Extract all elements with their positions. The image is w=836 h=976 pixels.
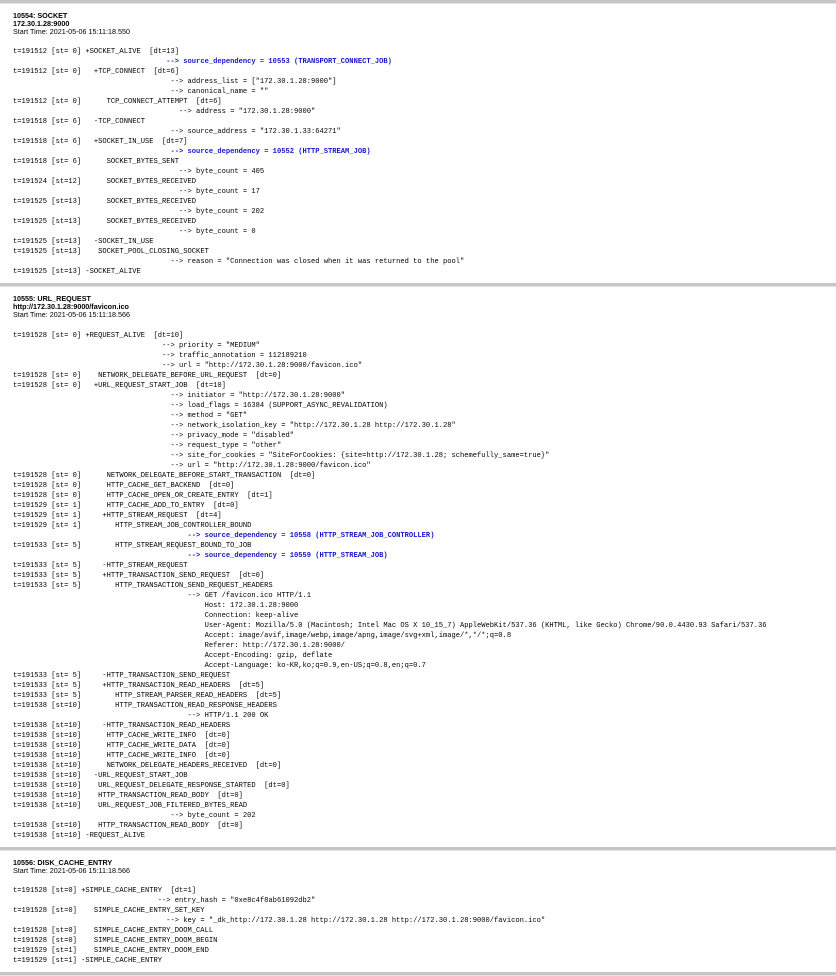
entry-id-type: 10556: DISK_CACHE_ENTRY [13, 857, 113, 867]
log-line [13, 157, 836, 167]
log-line [13, 741, 836, 751]
log-text: --> load_flags = 16384 (SUPPORT_ASYNC_REVALIDATION) [81, 401, 388, 410]
log-line [13, 107, 836, 117]
log-text: -HTTP_TRANSACTION_READ_HEADERS [81, 721, 231, 730]
log-timestamp [13, 351, 81, 361]
log-timestamp: t=191533 [st= 5] [13, 581, 82, 590]
source-dependency-line [13, 551, 836, 561]
source-dependency-link[interactable]: --> source_dependency = 10558 (HTTP_STREAM_JOB_CONTROLLER) [81, 531, 435, 540]
log-text: -SOCKET_ALIVE [81, 268, 141, 277]
log-text: --> url = "http://172.30.1.28:9000/favicon.ico" [81, 461, 371, 470]
log-line [13, 401, 836, 411]
log-line [13, 541, 836, 551]
log-text: HTTP_STREAM_PARSER_READ_HEADERS [dt=5] [81, 691, 282, 700]
log-text: --> priority = "MEDIUM" [81, 341, 260, 350]
log-line [13, 601, 836, 611]
log-timestamp [13, 87, 81, 97]
log-text: --> source_address = "172.30.1.33:64271" [81, 128, 341, 137]
log-line [13, 591, 836, 601]
log-text: HTTP_TRANSACTION_READ_RESPONSE_HEADERS [81, 701, 277, 710]
log-text: HTTP_CACHE_WRITE_INFO [dt=0] [81, 731, 231, 740]
log-entry-socket [0, 4, 836, 283]
log-line [13, 641, 836, 651]
log-text: SIMPLE_CACHE_ENTRY_SET_KEY [76, 907, 205, 916]
log-line [13, 571, 836, 581]
log-line [13, 711, 836, 721]
log-line [13, 361, 836, 371]
log-timestamp: t=191528 [st= 0] [13, 481, 82, 490]
log-line [13, 886, 836, 896]
log-line [13, 691, 836, 701]
log-timestamp [13, 661, 81, 671]
log-text: HTTP_STREAM_JOB_CONTROLLER_BOUND [81, 521, 252, 530]
log-timestamp: t=191512 [st= 0] [13, 98, 82, 107]
log-line [13, 721, 836, 731]
log-timestamp: t=191529 [st= 1] [13, 511, 82, 520]
log-text: URL_REQUEST_JOB_FILTERED_BYTES_READ [81, 801, 248, 810]
log-line [13, 381, 836, 391]
entry-start-time: Start Time: 2021-05-06 15:11:18.550 [13, 26, 130, 36]
log-text: +SOCKET_ALIVE [dt=13] [81, 48, 180, 57]
log-text: HTTP_CACHE_OPEN_OR_CREATE_ENTRY [dt=1] [81, 491, 273, 500]
log-timestamp: t=191529 [st= 1] [13, 521, 82, 530]
log-line [13, 257, 836, 267]
log-line [13, 451, 836, 461]
log-line [13, 137, 836, 147]
log-timestamp [13, 341, 81, 351]
log-text: HTTP_CACHE_GET_BACKEND [dt=0] [81, 481, 235, 490]
log-text: Accept: image/avif,image/webp,image/apng,image/svg+xml,image/*,*/*;q=0.8 [81, 631, 512, 640]
log-line [13, 501, 836, 511]
log-text: Referer: http://172.30.1.28:9000/ [81, 641, 346, 650]
log-text: User-Agent: Mozilla/5.0 (Macintosh; Intel Mac OS X 10_15_7) AppleWebKit/537.36 (KHTML, like Gecko) Chrome/90.0.4430.93 Safari/537.36 [81, 621, 767, 630]
log-text: -SOCKET_IN_USE [81, 238, 154, 247]
log-line [13, 956, 836, 966]
log-timestamp [13, 611, 81, 621]
log-line [13, 581, 836, 591]
log-timestamp [13, 187, 81, 197]
log-line [13, 411, 836, 421]
log-text: --> GET /favicon.ico HTTP/1.1 [81, 591, 311, 600]
log-line [13, 936, 836, 946]
log-line [13, 461, 836, 471]
log-text: +SOCKET_IN_USE [dt=7] [81, 138, 188, 147]
log-text: +HTTP_TRANSACTION_READ_HEADERS [dt=5] [81, 681, 265, 690]
log-text: HTTP_STREAM_REQUEST_BOUND_TO_JOB [81, 541, 252, 550]
log-timestamp: t=191538 [st=10] [13, 751, 82, 760]
log-line [13, 731, 836, 741]
log-timestamp [13, 811, 81, 821]
log-timestamp [13, 227, 81, 237]
log-timestamp [13, 57, 81, 67]
log-text: Connection: keep-alive [81, 611, 299, 620]
log-timestamp: t=191533 [st= 5] [13, 561, 82, 570]
log-text: --> request_type = "other" [81, 441, 282, 450]
log-timestamp: t=191538 [st=10] [13, 731, 82, 740]
log-timestamp: t=191528 [st=0] [13, 937, 77, 946]
log-timestamp [13, 411, 81, 421]
log-line [13, 511, 836, 521]
log-text: SIMPLE_CACHE_ENTRY_DOOM_END [76, 947, 209, 956]
log-line [13, 946, 836, 956]
log-line [13, 267, 836, 277]
log-timestamp: t=191528 [st=0] [13, 907, 77, 916]
log-line [13, 371, 836, 381]
log-timestamp [13, 711, 81, 721]
log-text: NETWORK_DELEGATE_BEFORE_URL_REQUEST [dt=0] [81, 371, 282, 380]
log-line [13, 331, 836, 341]
log-timestamp: t=191538 [st=10] [13, 771, 82, 780]
log-text: SOCKET_BYTES_RECEIVED [81, 218, 197, 227]
log-line [13, 811, 836, 821]
log-timestamp [13, 551, 81, 561]
log-text: --> key = "_dk_http://172.30.1.28 http://172.30.1.28 http://172.30.1.28:9000/favicon.ico" [81, 917, 546, 926]
event-log [13, 331, 836, 841]
log-timestamp: t=191525 [st=13] [13, 218, 82, 227]
log-text: -REQUEST_ALIVE [81, 831, 145, 840]
log-line [13, 906, 836, 916]
log-line [13, 831, 836, 841]
log-text: NETWORK_DELEGATE_BEFORE_START_TRANSACTION [dt=0] [81, 471, 316, 480]
log-text: +HTTP_TRANSACTION_SEND_REQUEST [dt=0] [81, 571, 265, 580]
log-timestamp: t=191528 [st= 0] [13, 381, 82, 390]
entry-source: http://172.30.1.28:9000/favicon.ico [13, 302, 129, 312]
log-text: +REQUEST_ALIVE [dt=10] [81, 331, 184, 340]
log-line [13, 916, 836, 926]
log-text: --> byte_count = 202 [81, 811, 256, 820]
log-timestamp: t=191525 [st=13] [13, 238, 82, 247]
log-timestamp [13, 531, 81, 541]
log-timestamp: t=191538 [st=10] [13, 801, 82, 810]
log-timestamp: t=191528 [st=0] [13, 927, 77, 936]
log-entry-url-request [0, 287, 836, 846]
log-timestamp: t=191528 [st= 0] [13, 371, 82, 380]
log-timestamp [13, 601, 81, 611]
log-text: +SIMPLE_CACHE_ENTRY [dt=1] [76, 887, 197, 896]
log-timestamp [13, 127, 81, 137]
log-line [13, 561, 836, 571]
log-text: SOCKET_BYTES_RECEIVED [81, 178, 197, 187]
log-text: +HTTP_STREAM_REQUEST [dt=4] [81, 511, 222, 520]
log-line [13, 771, 836, 781]
log-text: HTTP_TRANSACTION_READ_BODY [dt=0] [81, 821, 243, 830]
entry-start-time: Start Time: 2021-05-06 15:11:18.566 [13, 865, 130, 875]
log-timestamp [13, 641, 81, 651]
log-timestamp [13, 631, 81, 641]
log-text: -SIMPLE_CACHE_ENTRY [76, 957, 162, 966]
log-timestamp [13, 651, 81, 661]
log-timestamp: t=191529 [st=1] [13, 947, 77, 956]
log-text: --> entry_hash = "0xe8c4f8ab61092db2" [81, 897, 316, 906]
log-line [13, 351, 836, 361]
log-timestamp [13, 621, 81, 631]
log-timestamp: t=191528 [st=0] [13, 887, 77, 896]
log-line [13, 127, 836, 137]
log-text: SIMPLE_CACHE_ENTRY_DOOM_CALL [76, 927, 214, 936]
log-timestamp: t=191524 [st=12] [13, 178, 82, 187]
log-text: -HTTP_STREAM_REQUEST [81, 561, 188, 570]
log-line [13, 227, 836, 237]
log-timestamp: t=191518 [st= 6] [13, 158, 82, 167]
log-line [13, 237, 836, 247]
log-text: --> HTTP/1.1 200 OK [81, 711, 269, 720]
log-text: NETWORK_DELEGATE_HEADERS_RECEIVED [dt=0] [81, 761, 282, 770]
log-timestamp [13, 591, 81, 601]
log-text: URL_REQUEST_DELEGATE_RESPONSE_STARTED [dt=0] [81, 781, 290, 790]
event-log [13, 886, 836, 966]
log-line [13, 167, 836, 177]
log-text: SOCKET_BYTES_SENT [81, 158, 180, 167]
log-line [13, 187, 836, 197]
log-line [13, 651, 836, 661]
log-line [13, 681, 836, 691]
log-text: Host: 172.30.1.28:9000 [81, 601, 299, 610]
log-timestamp [13, 431, 81, 441]
log-text: SOCKET_POOL_CLOSING_SOCKET [81, 248, 209, 257]
entry-start-time: Start Time: 2021-05-06 15:11:18.566 [13, 309, 130, 319]
log-text: --> reason = "Connection was closed when it was returned to the pool" [81, 258, 465, 267]
source-dependency-line [13, 147, 836, 157]
source-dependency-line [13, 531, 836, 541]
log-timestamp: t=191538 [st=10] [13, 831, 82, 840]
log-text: Accept-Language: ko-KR,ko;q=0.9,en-US;q=0.8,en;q=0.7 [81, 661, 426, 670]
log-line [13, 521, 836, 531]
log-line [13, 47, 836, 57]
log-timestamp: t=191528 [st= 0] [13, 471, 82, 480]
log-text: --> initiator = "http://172.30.1.28:9000" [81, 391, 346, 400]
log-timestamp: t=191538 [st=10] [13, 781, 82, 790]
log-timestamp: t=191518 [st= 6] [13, 118, 82, 127]
log-timestamp: t=191512 [st= 0] [13, 68, 82, 77]
log-line [13, 247, 836, 257]
source-dependency-link[interactable]: --> source_dependency = 10559 (HTTP_STREAM_JOB) [81, 551, 388, 560]
log-line [13, 821, 836, 831]
log-text: --> privacy_mode = "disabled" [81, 431, 294, 440]
log-line [13, 611, 836, 621]
log-timestamp: t=191533 [st= 5] [13, 671, 82, 680]
log-timestamp [13, 167, 81, 177]
log-timestamp: t=191528 [st= 0] [13, 331, 82, 340]
log-line [13, 341, 836, 351]
log-line [13, 801, 836, 811]
log-timestamp: t=191518 [st= 6] [13, 138, 82, 147]
log-timestamp [13, 916, 81, 926]
log-timestamp: t=191525 [st=13] [13, 198, 82, 207]
log-text: --> byte_count = 17 [81, 188, 260, 197]
log-timestamp [13, 77, 81, 87]
log-text: --> traffic_annotation = 112189210 [81, 351, 307, 360]
log-line [13, 77, 836, 87]
source-dependency-link[interactable]: --> source_dependency = 10553 (TRANSPORT_CONNECT_JOB) [81, 58, 392, 67]
log-line [13, 701, 836, 711]
log-timestamp [13, 207, 81, 217]
log-text: --> byte_count = 0 [81, 228, 256, 237]
log-line [13, 421, 836, 431]
separator [0, 972, 836, 976]
log-timestamp: t=191538 [st=10] [13, 741, 82, 750]
log-timestamp: t=191525 [st=13] [13, 268, 82, 277]
log-timestamp [13, 401, 81, 411]
log-text: --> byte_count = 202 [81, 208, 265, 217]
log-text: --> address_list = ["172.30.1.28:9000"] [81, 78, 337, 87]
log-text: --> site_for_cookies = "SiteForCookies: {site=http://172.30.1.28; schemefully_same=true}" [81, 451, 550, 460]
log-timestamp: t=191525 [st=13] [13, 248, 82, 257]
entry-source: 172.30.1.28:9000 [13, 18, 70, 28]
log-text: HTTP_CACHE_WRITE_DATA [dt=0] [81, 741, 231, 750]
log-text: -TCP_CONNECT [81, 118, 145, 127]
log-line [13, 781, 836, 791]
log-text: --> address = "172.30.1.28:9000" [81, 108, 316, 117]
log-timestamp: t=191538 [st=10] [13, 721, 82, 730]
log-line [13, 97, 836, 107]
log-line [13, 926, 836, 936]
log-line [13, 671, 836, 681]
log-line [13, 431, 836, 441]
log-text: Accept-Encoding: gzip, deflate [81, 651, 333, 660]
log-text: HTTP_TRANSACTION_READ_BODY [dt=0] [81, 791, 243, 800]
log-line [13, 631, 836, 641]
log-line [13, 751, 836, 761]
log-line [13, 661, 836, 671]
log-line [13, 791, 836, 801]
log-line [13, 197, 836, 207]
log-text: HTTP_CACHE_WRITE_INFO [dt=0] [81, 751, 231, 760]
source-dependency-link[interactable]: --> source_dependency = 10552 (HTTP_STREAM_JOB) [81, 148, 371, 157]
log-timestamp: t=191533 [st= 5] [13, 571, 82, 580]
log-line [13, 491, 836, 501]
log-text: --> url = "http://172.30.1.28:9000/favicon.ico" [81, 361, 363, 370]
log-timestamp: t=191533 [st= 5] [13, 681, 82, 690]
log-text: SIMPLE_CACHE_ENTRY_DOOM_BEGIN [76, 937, 218, 946]
event-log [13, 47, 836, 277]
log-line [13, 391, 836, 401]
entry-id-type: 10555: URL_REQUEST [13, 294, 91, 304]
entry-id-type: 10554: SOCKET [13, 11, 68, 20]
log-timestamp [13, 257, 81, 267]
log-text: HTTP_CACHE_ADD_TO_ENTRY [dt=0] [81, 501, 239, 510]
log-timestamp [13, 451, 81, 461]
log-line [13, 117, 836, 127]
log-timestamp: t=191529 [st= 1] [13, 501, 82, 510]
log-timestamp: t=191528 [st= 0] [13, 491, 82, 500]
log-timestamp [13, 107, 81, 117]
log-text: HTTP_TRANSACTION_SEND_REQUEST_HEADERS [81, 581, 273, 590]
log-line [13, 471, 836, 481]
log-text: --> network_isolation_key = "http://172.30.1.28 http://172.30.1.28" [81, 421, 456, 430]
log-entry-disk-cache [0, 851, 836, 973]
log-line [13, 621, 836, 631]
log-timestamp: t=191538 [st=10] [13, 791, 82, 800]
log-timestamp: t=191538 [st=10] [13, 761, 82, 770]
log-line [13, 441, 836, 451]
log-timestamp [13, 896, 81, 906]
log-text: SOCKET_BYTES_RECEIVED [81, 198, 197, 207]
log-timestamp [13, 461, 81, 471]
log-timestamp: t=191533 [st= 5] [13, 691, 82, 700]
log-text: TCP_CONNECT_ATTEMPT [dt=6] [81, 98, 222, 107]
log-text: -HTTP_TRANSACTION_SEND_REQUEST [81, 671, 231, 680]
log-line [13, 217, 836, 227]
log-timestamp: t=191529 [st=1] [13, 957, 77, 966]
source-dependency-line [13, 57, 836, 67]
log-timestamp [13, 421, 81, 431]
log-text: --> byte_count = 405 [81, 168, 265, 177]
log-timestamp [13, 441, 81, 451]
log-timestamp: t=191533 [st= 5] [13, 541, 82, 550]
log-line [13, 67, 836, 77]
log-text: --> canonical_name = "" [81, 88, 269, 97]
log-line [13, 761, 836, 771]
log-line [13, 896, 836, 906]
log-line [13, 207, 836, 217]
log-timestamp: t=191538 [st=10] [13, 821, 82, 830]
log-timestamp: t=191538 [st=10] [13, 701, 82, 710]
log-line [13, 177, 836, 187]
log-line [13, 87, 836, 97]
log-text: +URL_REQUEST_START_JOB [dt=10] [81, 381, 226, 390]
log-text: -URL_REQUEST_START_JOB [81, 771, 188, 780]
log-timestamp: t=191512 [st= 0] [13, 48, 82, 57]
log-line [13, 481, 836, 491]
log-timestamp [13, 361, 81, 371]
log-timestamp [13, 147, 81, 157]
log-timestamp [13, 391, 81, 401]
log-text: --> method = "GET" [81, 411, 248, 420]
log-text: +TCP_CONNECT [dt=6] [81, 68, 180, 77]
